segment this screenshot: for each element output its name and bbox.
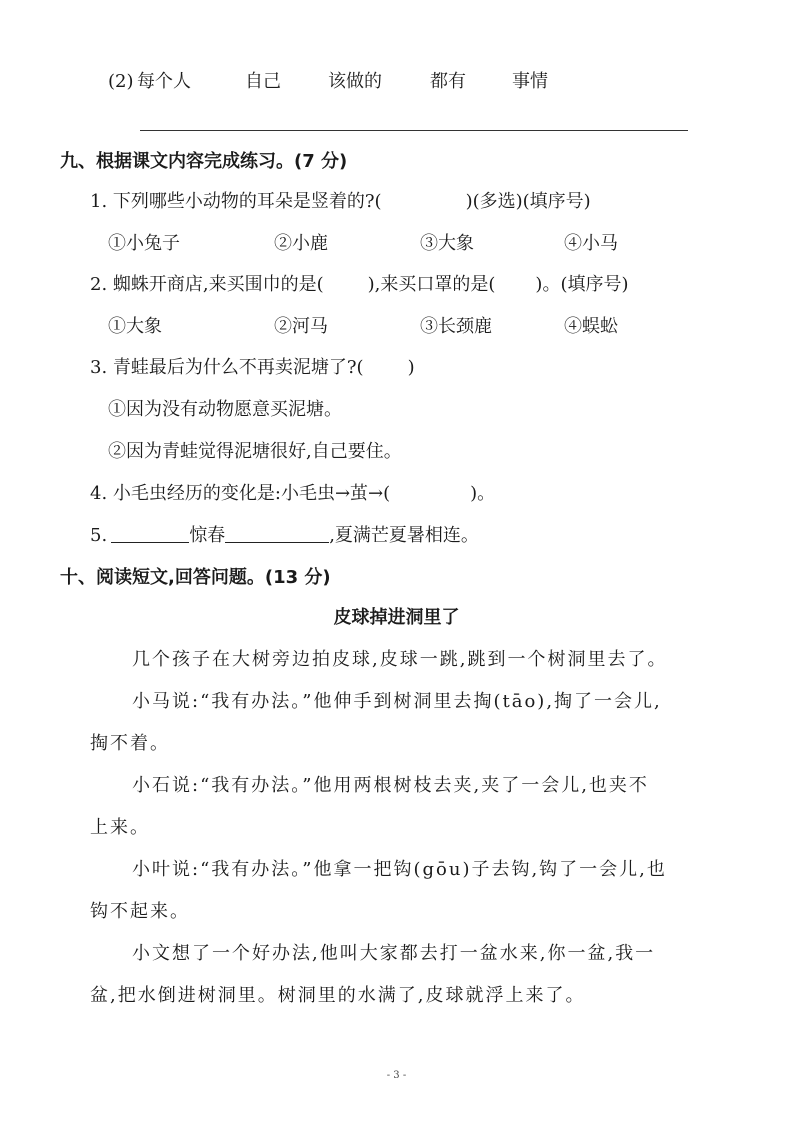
- s9-q5-blank-2[interactable]: [225, 524, 329, 543]
- q8-word-1: 每个人: [137, 71, 191, 92]
- s9-q3-stem-b: ): [407, 357, 415, 378]
- s9-q3-option-2: ②因为青蛙觉得泥塘很好,自己要住。: [108, 441, 402, 462]
- story-line-9: 盆,把水倒进树洞里。树洞里的水满了,皮球就浮上来了。: [90, 985, 586, 1006]
- q8-label: (2): [108, 71, 134, 92]
- story-line-2: 小马说:“我有办法。”他伸手到树洞里去掏(tāo),掏了一会儿,: [132, 691, 662, 712]
- story-line-1: 几个孩子在大树旁边拍皮球,皮球一跳,跳到一个树洞里去了。: [132, 649, 668, 670]
- q8-word-4: 都有: [430, 71, 466, 92]
- s9-q5-label: 5.: [90, 525, 108, 546]
- story-line-3: 掏不着。: [90, 733, 170, 754]
- story-line-4: 小石说:“我有办法。”他用两根树枝去夹,夹了一会儿,也夹不: [132, 775, 649, 796]
- story-title: 皮球掉进洞里了: [333, 607, 460, 628]
- q8-word-3: 该做的: [328, 71, 382, 92]
- story-line-7: 钩不起来。: [90, 901, 190, 922]
- s9-q2-option-1: ①大象: [108, 316, 162, 337]
- s9-q2-stem-a: 2. 蜘蛛开商店,来买围巾的是(: [90, 274, 324, 295]
- q8-word-2: 自己: [245, 71, 281, 92]
- s9-q1-option-4: ④小马: [564, 233, 618, 254]
- s9-q4-stem-b: )。: [470, 483, 496, 504]
- page-number: - 3 -: [386, 1070, 407, 1081]
- s9-q5-tail: ,夏满芒夏暑相连。: [329, 525, 479, 546]
- story-line-6: 小叶说:“我有办法。”他拿一把钩(gōu)子去钩,钩了一会儿,也: [132, 859, 667, 880]
- s9-q1-option-2: ②小鹿: [274, 233, 328, 254]
- s9-q5-blank-1[interactable]: [111, 524, 189, 543]
- s9-q1-stem-b: )(多选)(填序号): [465, 191, 591, 212]
- s9-q2-stem: [90, 273, 629, 297]
- s9-q2-stem-c: )。(填序号): [535, 274, 629, 295]
- s9-q1-option-3: ③大象: [420, 233, 474, 254]
- s9-q1-stem-a: 1. 下列哪些小动物的耳朵是竖着的?(: [90, 191, 382, 212]
- s9-q2-option-2: ②河马: [274, 316, 328, 337]
- section10-title: 十、阅读短文,回答问题。(13 分): [60, 567, 331, 588]
- section9-title: 九、根据课文内容完成练习。(7 分): [60, 151, 348, 172]
- s9-q1-stem: [90, 190, 591, 214]
- story-line-5: 上来。: [90, 817, 150, 838]
- s9-q3-stem-a: 3. 青蛙最后为什么不再卖泥塘了?(: [90, 357, 364, 378]
- s9-q3-option-1: ①因为没有动物愿意买泥塘。: [108, 399, 342, 420]
- s9-q2-option-3: ③长颈鹿: [420, 316, 492, 337]
- s9-q4-stem: [90, 482, 495, 506]
- s9-q1-option-1: ①小兔子: [108, 233, 180, 254]
- s9-q2-stem-b: ),来买口罩的是(: [367, 274, 496, 295]
- s9-q5-stem: [90, 524, 479, 548]
- story-line-8: 小文想了一个好办法,他叫大家都去打一盆水来,你一盆,我一: [132, 943, 656, 964]
- q8-word-5: 事情: [512, 71, 548, 92]
- s9-q2-option-4: ④蜈蚣: [564, 316, 618, 337]
- q8-answer-line: [140, 130, 688, 131]
- s9-q5-mid: 惊春: [189, 525, 226, 546]
- s9-q4-stem-a: 4. 小毛虫经历的变化是:小毛虫→茧→(: [90, 483, 391, 504]
- s9-q3-stem: [90, 356, 415, 380]
